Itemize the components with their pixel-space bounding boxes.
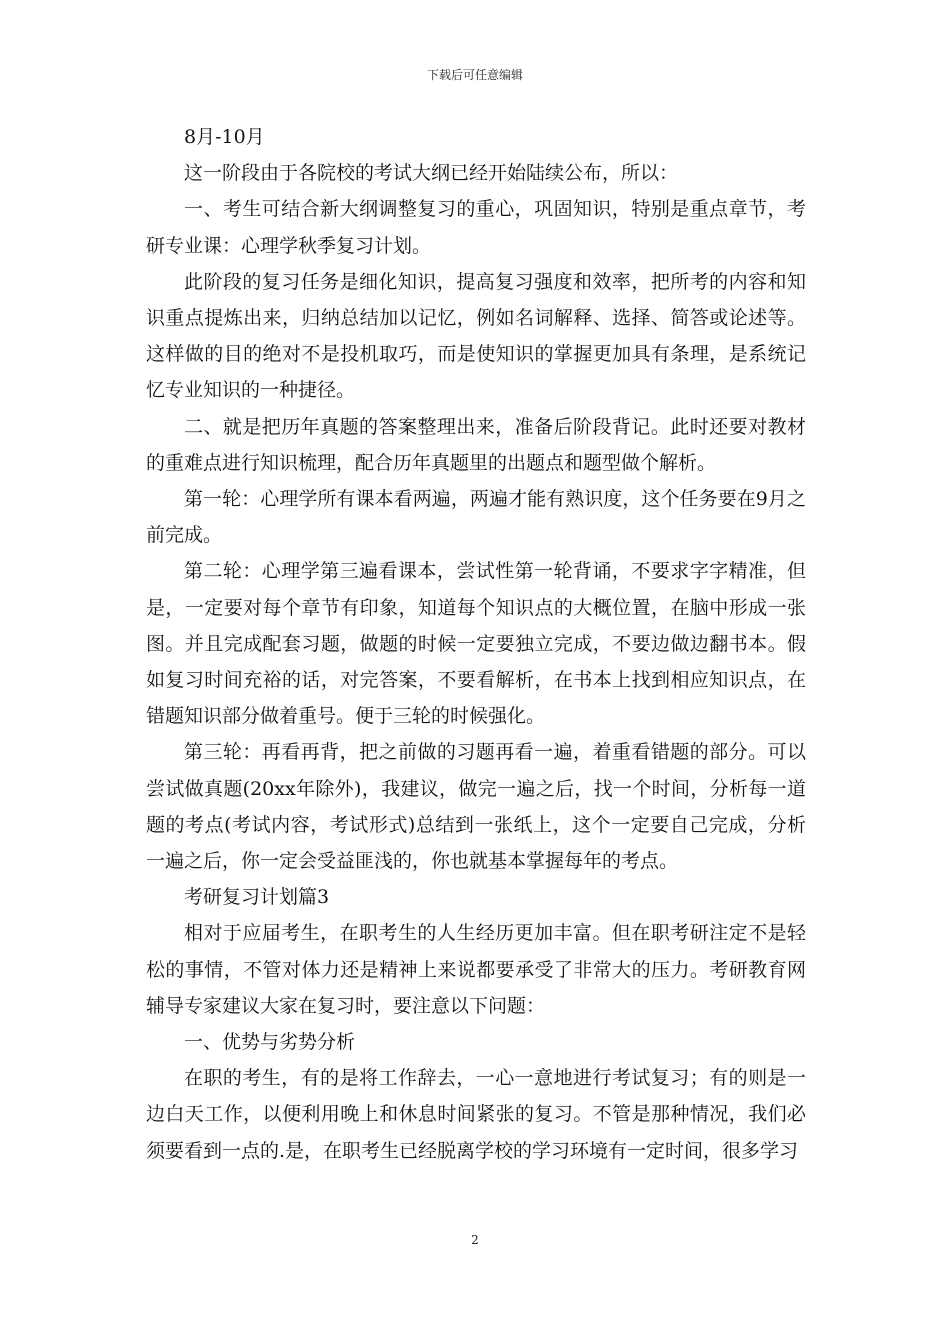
paragraph: 第二轮：心理学第三遍看课本，尝试性第一轮背诵，不要求字字精准，但是，一定要对每个章节有印象，知道每个知识点的大概位置，在脑中形成一张图。并且完成配套习题，做题的时候一定要独立完成，不要边做边翻书本。假如复习时间充裕的话，对完答案，不要看解析，在书本上找到相应知识点，在错题知识部分做着重号。便于三轮的时候强化。: [146, 560, 806, 728]
document-body: [146, 119, 806, 1169]
subheading: 一、优势与劣势分析: [184, 1031, 356, 1054]
paragraph: 在职的考生，有的是将工作辞去，一心一意地进行考试复习；有的则是一边白天工作，以便利用晚上和休息时间紧张的复习。不管是那种情况，我们必须要看到一点的.是，在职考生已经脱离学校的学习环境有一定时间，很多学习: [146, 1067, 806, 1162]
paragraph: 二、就是把历年真题的答案整理出来，准备后阶段背记。此时还要对教材的重难点进行知识梳理，配合历年真题里的出题点和题型做个解析。: [146, 415, 806, 474]
page-number: 2: [471, 1233, 479, 1247]
section-heading: 考研复习计划篇3: [184, 886, 330, 909]
paragraph: 第三轮：再看再背，把之前做的习题再看一遍，着重看错题的部分。可以尝试做真题(20xx年除外)，我建议，做完一遍之后，找一个时间，分析每一道题的考点(考试内容，考试形式)总结到一张纸上，这个一定要自己完成，分析一遍之后，你一定会受益匪浅的，你也就基本掌握每年的考点。: [146, 741, 806, 873]
paragraph: 一、考生可结合新大纲调整复习的重心，巩固知识，特别是重点章节，考研专业课：心理学秋季复习计划。: [146, 198, 806, 257]
paragraph: 这一阶段由于各院校的考试大纲已经开始陆续公布，所以：: [184, 162, 679, 185]
paragraph: 此阶段的复习任务是细化知识，提高复习强度和效率，把所考的内容和知识重点提炼出来，归纳总结加以记忆，例如名词解释、选择、简答或论述等。这样做的目的绝对不是投机取巧，而是使知识的掌握更加具有条理，是系统记忆专业知识的一种捷径。: [146, 270, 806, 402]
paragraph: 8月-10月: [184, 126, 265, 148]
header-note: 下载后可任意编辑: [426, 68, 523, 82]
paragraph: 第一轮：心理学所有课本看两遍，两遍才能有熟识度，这个任务要在9月之前完成。: [146, 488, 806, 547]
paragraph: 相对于应届考生，在职考生的人生经历更加丰富。但在职考研注定不是轻松的事情，不管对体力还是精神上来说都要承受了非常大的压力。考研教育网辅导专家建议大家在复习时，要注意以下问题：: [146, 922, 806, 1017]
